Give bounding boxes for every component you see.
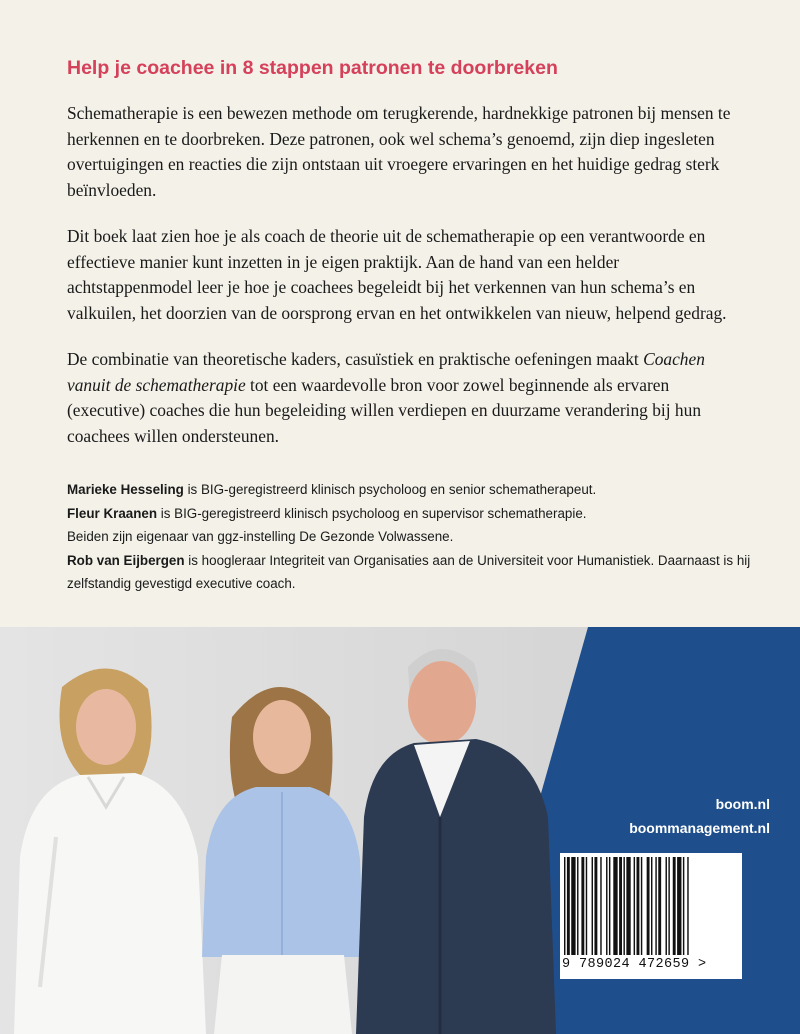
barcode-bar [637, 857, 640, 955]
author-bio-text: is BIG-geregistreerd klinisch psycholoog en supervisor schematherapie. [157, 505, 587, 521]
barcode-bar [668, 857, 669, 955]
publisher-link-boom[interactable]: boom.nl [715, 796, 770, 812]
barcode-bar [673, 857, 676, 955]
author-name: Fleur Kraanen [67, 505, 158, 521]
blurb-paragraph [67, 347, 737, 449]
barcode-bar [609, 857, 610, 955]
author-bio [67, 549, 767, 596]
barcode-bar [613, 857, 617, 955]
author-bios [67, 478, 767, 596]
barcode-bar [623, 857, 624, 955]
barcode-bar [658, 857, 661, 955]
barcode-bar [577, 857, 578, 955]
barcode-bar [581, 857, 584, 955]
barcode-bar [600, 857, 601, 955]
blurb-text: De combinatie van theoretische kaders, casuïstiek en praktische oefeningen maakt [67, 349, 644, 369]
barcode-bar [586, 857, 587, 955]
isbn-number: 9 789024 472659 > [562, 957, 707, 972]
blurb-paragraph: Dit boek laat zien hoe je als coach de theorie uit de schematherapie op een verantwoorde en effectieve manier kunt inzetten in je eigen praktijk. Aan de hand van een helder achtstappenmodel leer je hoe je coachees begeleidt bij het verkennen van hun schema’s en valkuilen, het doorzien van de oorsprong ervan en het ontwikkelen van nieuw, helpend gedrag. [67, 226, 727, 323]
barcode-bar [655, 857, 656, 955]
blurb-text: tot een waardevolle bron voor zowel beginnende als ervaren (executive) coaches die hun begeleiding willen verdiepen en duurzame verandering bij hun coachees willen ondersteunen. [67, 374, 702, 446]
barcode-bar [594, 857, 597, 955]
barcode-bar [677, 857, 681, 955]
barcode-bar [567, 857, 570, 955]
author-name: Marieke Hesseling [67, 482, 184, 497]
author-bio [67, 525, 767, 549]
barcode-bar [666, 857, 667, 955]
barcode-bars-image [560, 853, 742, 957]
book-title-italic: Coachen vanuit de schematherapie [67, 349, 705, 395]
barcode-bar [634, 857, 635, 955]
barcode-bar [606, 857, 607, 955]
author-bio-text: Beiden zijn eigenaar van ggz-instelling De Gezonde Volwassene. [67, 529, 454, 544]
barcode-bar [626, 857, 630, 955]
barcode-bar [683, 857, 684, 955]
barcode-bar [592, 857, 593, 955]
author-bio [67, 502, 767, 526]
author-bio-text: is BIG-geregistreerd klinisch psycholoog en senior schematherapeut. [183, 482, 597, 497]
isbn-barcode [560, 853, 742, 979]
cover-headline: Help je coachee in 8 stappen patronen te doorbreken [67, 57, 558, 79]
barcode-bar [564, 857, 565, 955]
barcode-bar [641, 857, 642, 955]
barcode-bar [651, 857, 652, 955]
barcode-bar [687, 857, 688, 955]
blurb-paragraph: Schematherapie is een bewezen methode om terugkerende, hardnekkige patronen bij mensen te herkennen en te doorbreken. Deze patronen, ook wel schema’s genoemd, zijn diep ingesleten overtuigingen en reacties die zijn ontstaan uit vroegere ervaringen en het huidige gedrag sterk beïnvloeden. [67, 103, 731, 200]
author-name: Rob van Eijbergen [67, 552, 185, 568]
author-bio [67, 478, 767, 502]
cover-blurb [67, 101, 737, 449]
publisher-link-boommanagement[interactable]: boommanagement.nl [629, 820, 770, 836]
publisher-links [629, 792, 770, 840]
barcode-bar [647, 857, 650, 955]
barcode-bar [571, 857, 575, 955]
author-bio-text: is hoogleraar Integriteit van Organisaties aan de Universiteit voor Humanistiek. Daarnaast is hij zelfstandig gevestigd executive coach. [67, 552, 751, 591]
barcode-bar [619, 857, 622, 955]
